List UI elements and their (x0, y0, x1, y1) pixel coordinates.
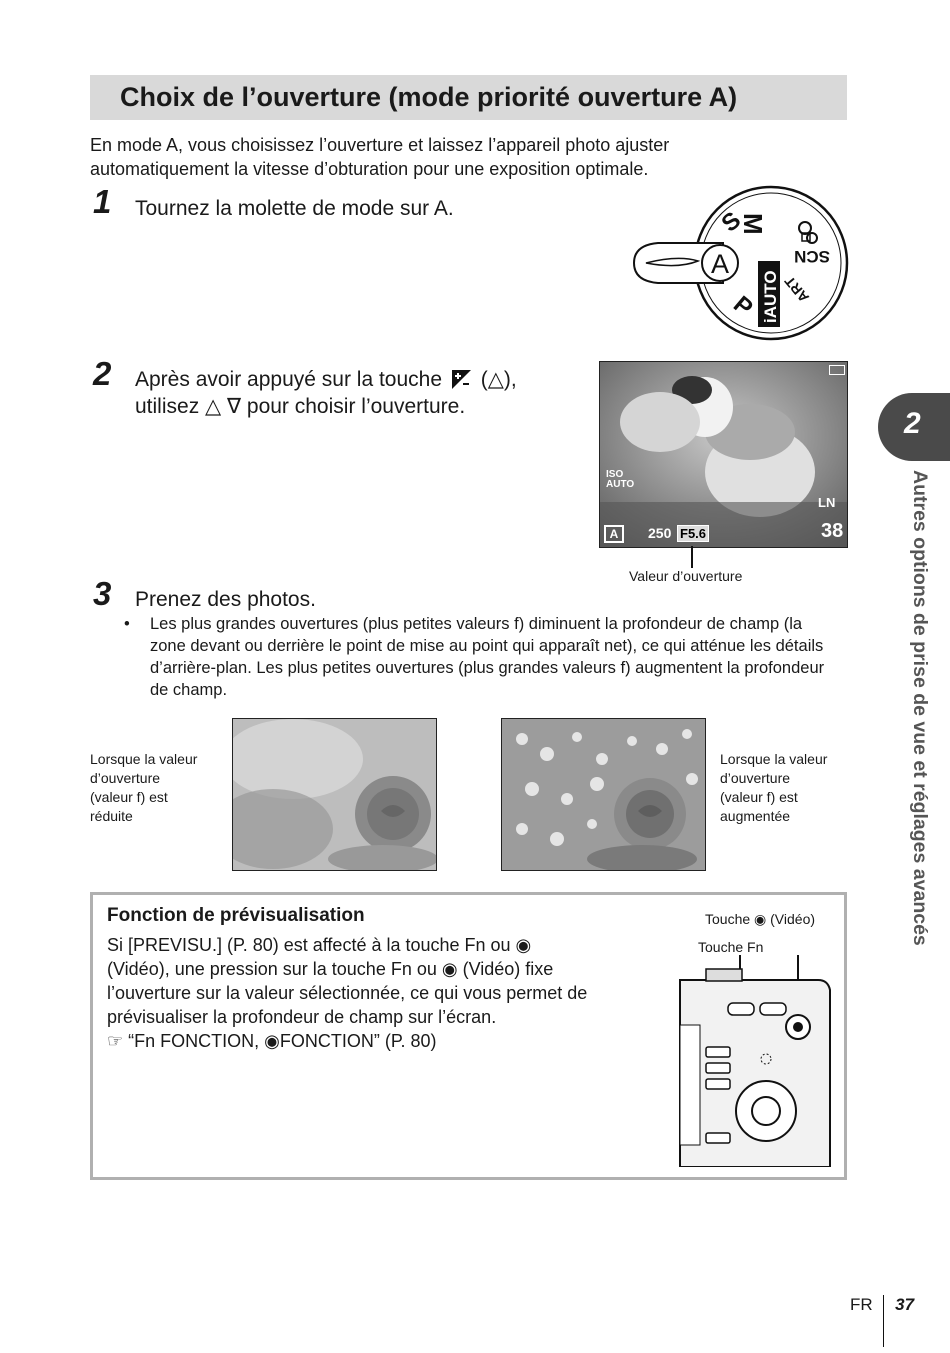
dial-label-m: M (738, 213, 768, 235)
step-number: 3 (93, 575, 112, 612)
quality-indicator: LN (818, 495, 836, 510)
page-footer (850, 1295, 914, 1347)
box-line: l’ouverture sur la valeur sélectionnée, ce qui vous permet de (107, 983, 588, 1003)
shots-remaining: 38 (821, 520, 844, 542)
page-number: 37 (895, 1295, 915, 1314)
step-text: Prenez des photos. (135, 588, 316, 611)
camera-back-illustration (678, 955, 838, 1167)
mode-dial-illustration (628, 183, 850, 343)
chapter-side-title (905, 470, 935, 1050)
step-number: 2 (93, 355, 112, 392)
box-line: Si [PREVISU.] (P. 80) est affecté à la touche Fn ou ◉ (107, 935, 532, 955)
caption-line: d’ouverture (90, 770, 161, 786)
caption-line: Lorsque la valeur (90, 751, 198, 767)
step-text: Tournez la molette de mode sur A. (135, 197, 454, 220)
dial-label-s: S (716, 206, 747, 238)
step-text-part: (△), (480, 368, 517, 391)
iso-label: ISO (606, 469, 624, 480)
intro-paragraph (90, 133, 790, 181)
dial-label-iauto: iAUTO (761, 270, 780, 323)
dial-label-art: ART (781, 273, 813, 306)
dial-label-p: P (728, 290, 758, 322)
caption-line: (valeur f) est (720, 789, 798, 805)
reference-text: “Fn FONCTION, ◉FONCTION” (P. 80) (128, 1031, 437, 1051)
caption-line: Lorsque la valeur (720, 751, 828, 767)
aperture-callout-caption: Valeur d’ouverture (629, 568, 743, 584)
rose-photo-blurred (232, 718, 437, 871)
aperture-value: F5.6 (677, 525, 709, 542)
intro-line: automatiquement la vitesse d’obturation pour une exposition optimale. (90, 159, 649, 179)
chapter-title-text: Autres options de prise de vue et réglages avancés (909, 470, 931, 946)
rose-photo-sharp (501, 718, 706, 871)
label-fn-button: Touche Fn (698, 939, 764, 955)
bullet-text: Les plus grandes ouvertures (plus petites valeurs f) diminuent la profondeur de champ (la zone devant ou derrière le point de mise au point qui apparaît net), ce qui atténue les détails d’arrière-plan. Les plus petites ouvertures (plus grandes valeurs f) augmentent la profondeur de champ. (150, 615, 825, 699)
language-code: FR (850, 1295, 873, 1314)
label-video-button: Touche ◉ (Vidéo) (705, 911, 816, 927)
caption-large-aperture (720, 750, 827, 826)
lcd-screen-illustration (599, 361, 848, 548)
step-number: 1 (93, 183, 112, 220)
callout-line (691, 546, 693, 568)
box-line: (Vidéo), une pression sur la touche Fn ou ◉ (Vidéo) fixe (107, 959, 554, 979)
step-text (135, 366, 517, 393)
mode-indicator: A (604, 525, 624, 543)
preview-box-title: Fonction de prévisualisation (107, 905, 365, 926)
footer-divider (883, 1295, 884, 1347)
bullet-marker: • (124, 615, 130, 633)
caption-small-aperture (90, 750, 197, 826)
step-text: utilisez △ ∇ pour choisir l’ouverture. (135, 395, 466, 418)
chapter-number: 2 (904, 407, 921, 440)
box-line: prévisualiser la profondeur de champ sur l’écran. (107, 1007, 497, 1027)
dial-label-a: A (710, 249, 730, 279)
title-bar (90, 75, 847, 120)
preview-box-body (107, 933, 647, 1053)
dial-label-scn: SCN (794, 247, 830, 266)
chapter-tab (878, 393, 950, 461)
shutter-speed-value: 250 (648, 525, 672, 541)
battery-icon (829, 365, 845, 375)
intro-line: En mode A, vous choisissez l’ouverture et laissez l’appareil photo ajuster (90, 135, 670, 155)
caption-line: d’ouverture (720, 770, 791, 786)
exposure-compensation-icon (452, 370, 471, 389)
iso-indicator (606, 470, 634, 490)
reference-icon: ☞ (107, 1031, 124, 1051)
step-text-part: Après avoir appuyé sur la touche (135, 368, 443, 391)
caption-line: (valeur f) est (90, 789, 168, 805)
page-title: Choix de l’ouverture (mode priorité ouverture A) (120, 82, 738, 112)
box-reference (107, 1029, 647, 1053)
caption-line: réduite (90, 808, 133, 824)
iso-value: AUTO (606, 479, 635, 490)
lcd-photo (600, 362, 847, 547)
caption-line: augmentée (720, 808, 791, 824)
